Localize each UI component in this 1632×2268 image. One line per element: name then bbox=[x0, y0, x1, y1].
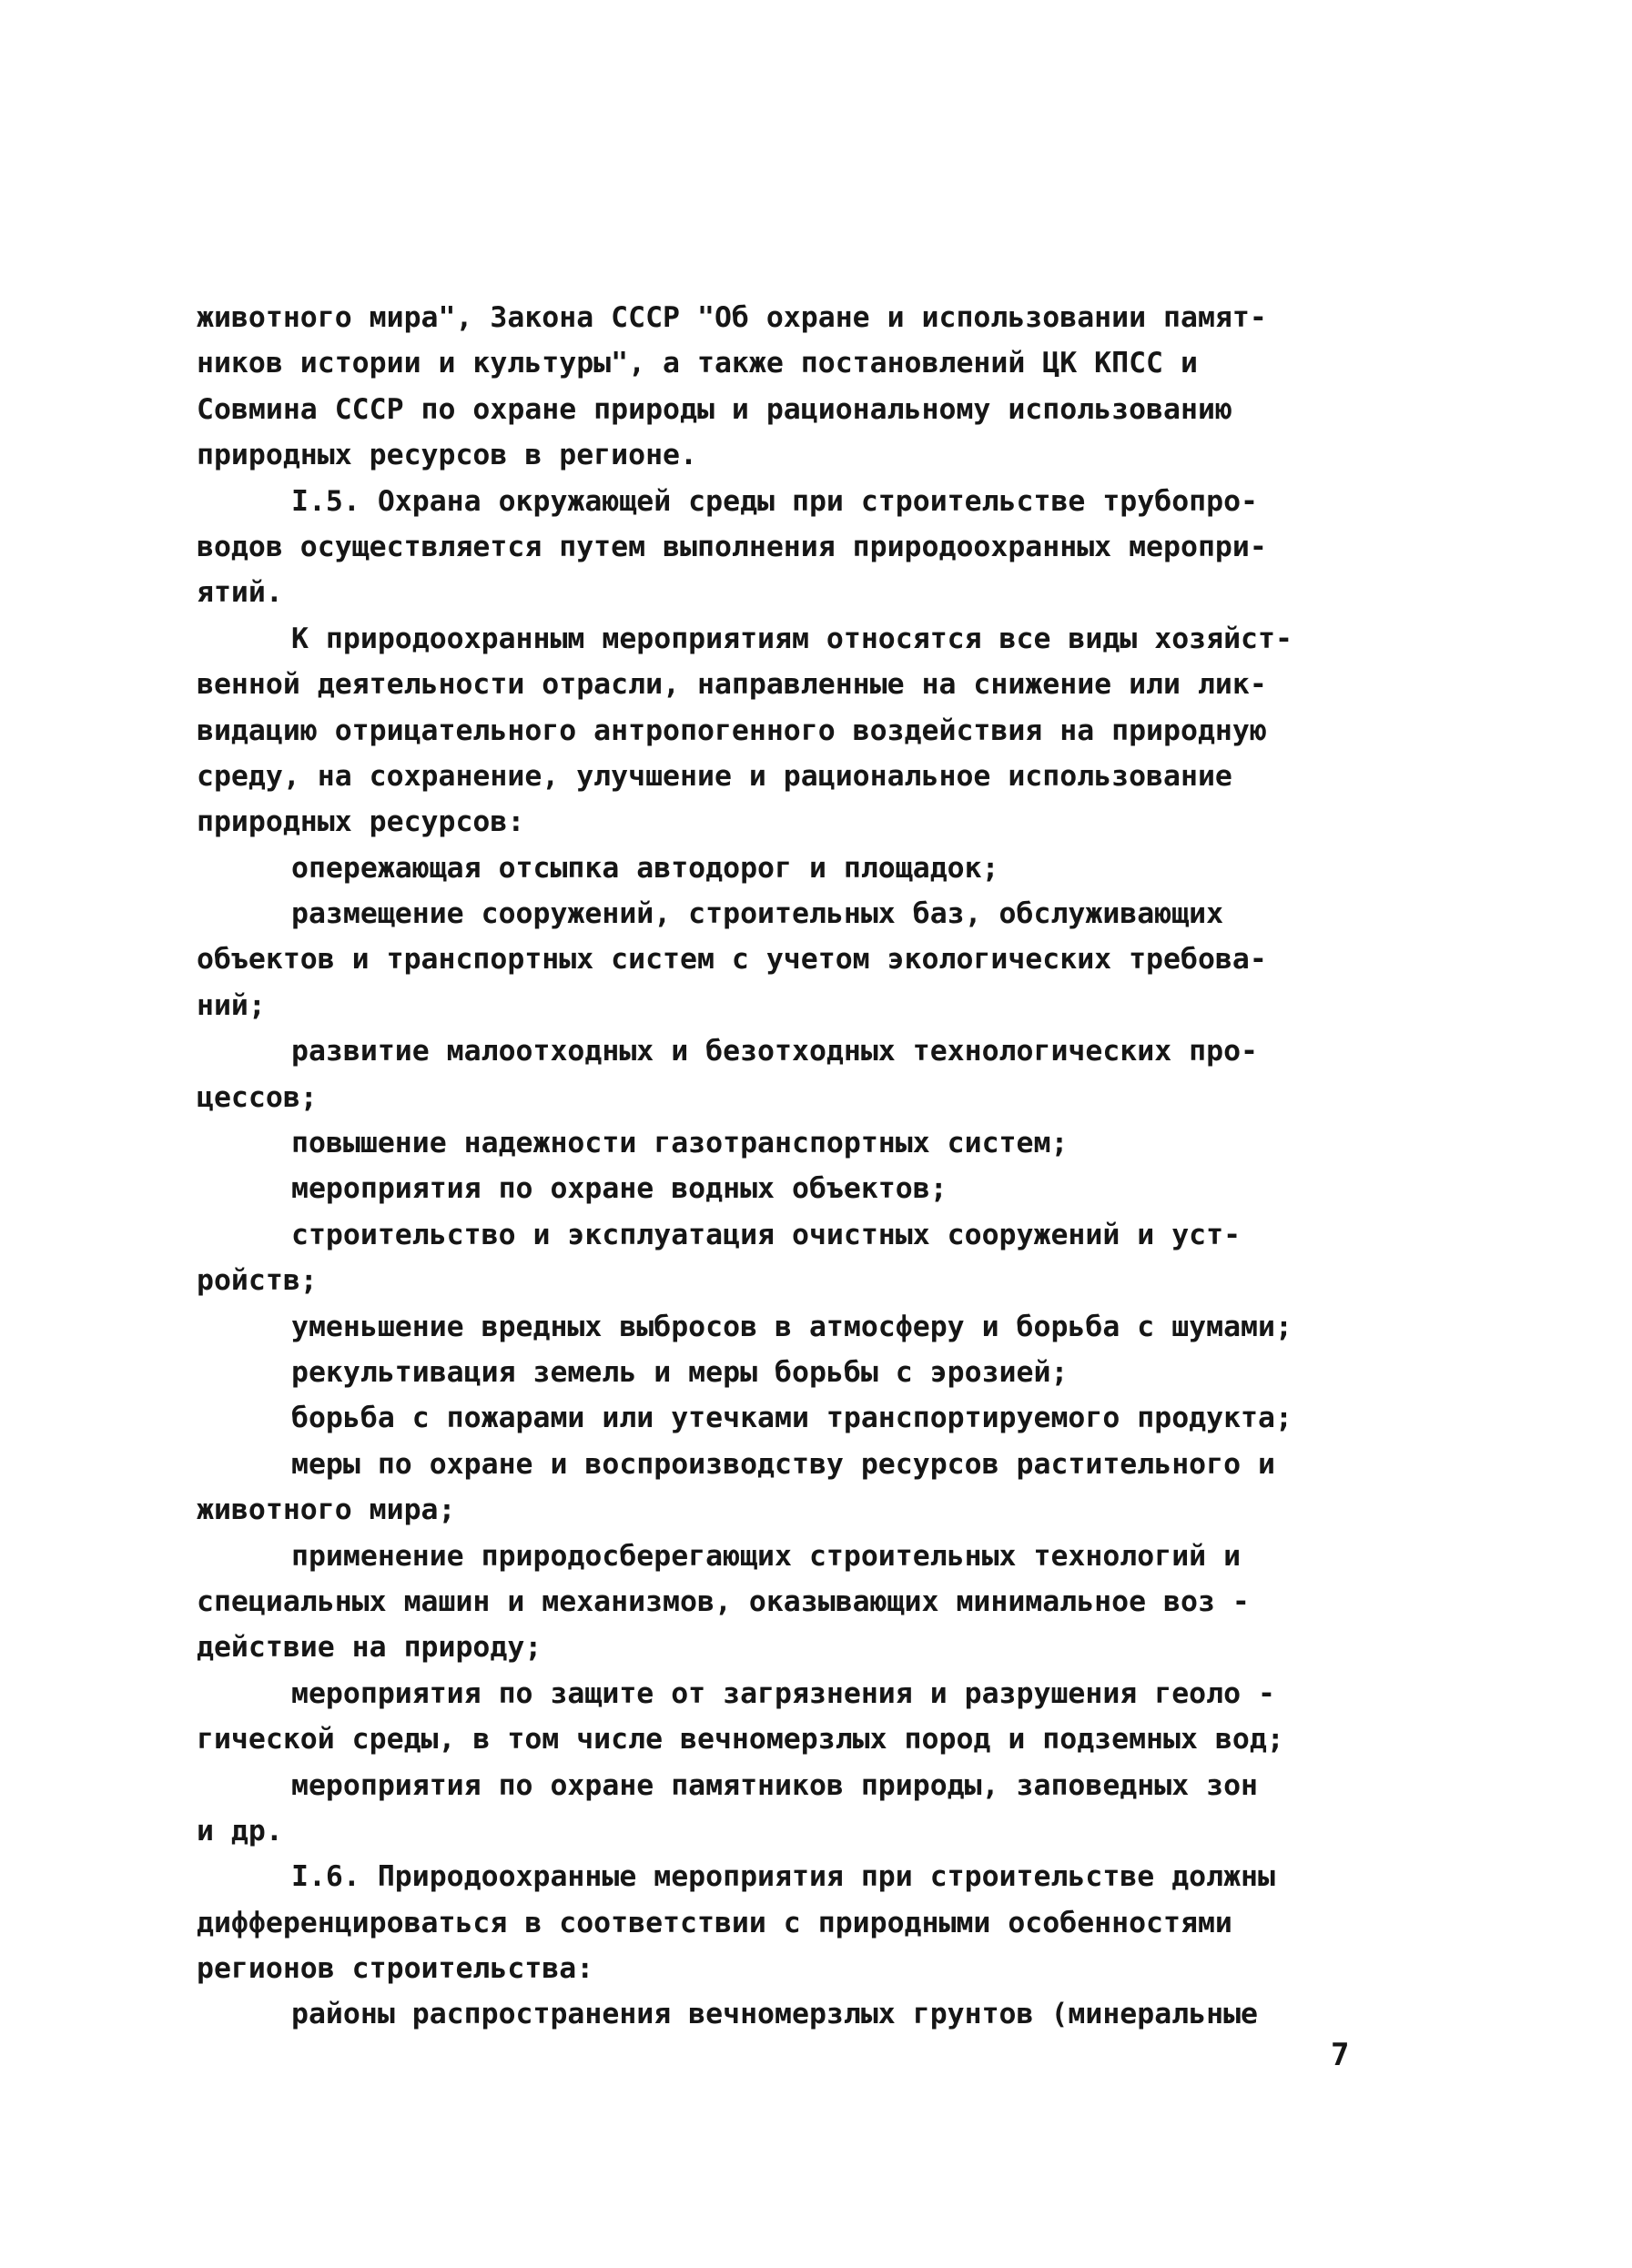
text-line: дифференцироваться в соответствии с природными особенностями bbox=[197, 1906, 1232, 1939]
text-line: ников истории и культуры", а также постановлений ЦК КПСС и bbox=[197, 347, 1198, 380]
text-line: развитие малоотходных и безотходных технологических про- bbox=[291, 1035, 1259, 1068]
text-line: повышение надежности газотранспортных систем; bbox=[291, 1127, 1069, 1160]
text-line: среду, на сохранение, улучшение и рациональное использование bbox=[197, 759, 1232, 793]
text-line: объектов и транспортных систем с учетом экологических требова- bbox=[197, 943, 1267, 977]
text-line: действие на природу; bbox=[197, 1631, 542, 1665]
text-line: природных ресурсов в регионе. bbox=[197, 439, 697, 472]
text-line: животного мира", Закона СССР "Об охране и использовании памят- bbox=[197, 301, 1267, 334]
text-line: борьба с пожарами или утечками транспортируемого продукта; bbox=[291, 1402, 1292, 1435]
text-line: гической среды, в том числе вечномерзлых пород и подземных вод; bbox=[197, 1723, 1284, 1757]
text-line: природных ресурсов: bbox=[197, 805, 525, 839]
text-line: видацию отрицательного антропогенного воздействия на природную bbox=[197, 714, 1267, 747]
text-line: ройств; bbox=[197, 1264, 318, 1298]
text-line: I.6. Природоохранные мероприятия при строительстве должны bbox=[291, 1860, 1275, 1894]
text-line: ний; bbox=[197, 988, 266, 1022]
text-line: ятий. bbox=[197, 576, 283, 610]
text-line: размещение сооружений, строительных баз, обслуживающих bbox=[291, 897, 1224, 931]
text-line: животного мира; bbox=[197, 1493, 456, 1527]
text-line: венной деятельности отрасли, направленные на снижение или лик- bbox=[197, 668, 1267, 702]
text-line: Совмина СССР по охране природы и рациональному использованию bbox=[197, 392, 1232, 426]
text-line: специальных машин и механизмов, оказывающих минимальное воз - bbox=[197, 1585, 1250, 1618]
text-line: мероприятия по охране водных объектов; bbox=[291, 1172, 948, 1206]
text-line: применение природосберегающих строительных технологий и bbox=[291, 1539, 1242, 1573]
text-line: I.5. Охрана окружающей среды при строительстве трубопро- bbox=[291, 484, 1259, 518]
page-number: 7 bbox=[1331, 2037, 1350, 2073]
text-line: водов осуществляется путем выполнения природоохранных меропри- bbox=[197, 530, 1267, 563]
document-body bbox=[197, 295, 1407, 2038]
text-line: мероприятия по охране памятников природы, заповедных зон bbox=[291, 1768, 1259, 1802]
text-line: меры по охране и воспроизводству ресурсов растительного и bbox=[291, 1447, 1275, 1481]
text-line: регионов строительства: bbox=[197, 1952, 594, 1986]
text-line: строительство и эксплуатация очистных сооружений и уст- bbox=[291, 1218, 1242, 1251]
text-line: и др. bbox=[197, 1814, 283, 1848]
text-line: К природоохранным мероприятиям относятся все виды хозяйст- bbox=[291, 622, 1292, 655]
text-line: мероприятия по защите от загрязнения и разрушения геоло - bbox=[291, 1676, 1275, 1710]
text-line: опережающая отсыпка автодорог и площадок; bbox=[291, 851, 999, 885]
text-line: цессов; bbox=[197, 1080, 318, 1114]
text-line: уменьшение вредных выбросов в атмосферу и борьба с шумами; bbox=[291, 1310, 1292, 1343]
text-line: районы распространения вечномерзлых грунтов (минеральные bbox=[291, 1998, 1259, 2031]
text-line: рекультивация земель и меры борьбы с эрозией; bbox=[291, 1355, 1069, 1389]
